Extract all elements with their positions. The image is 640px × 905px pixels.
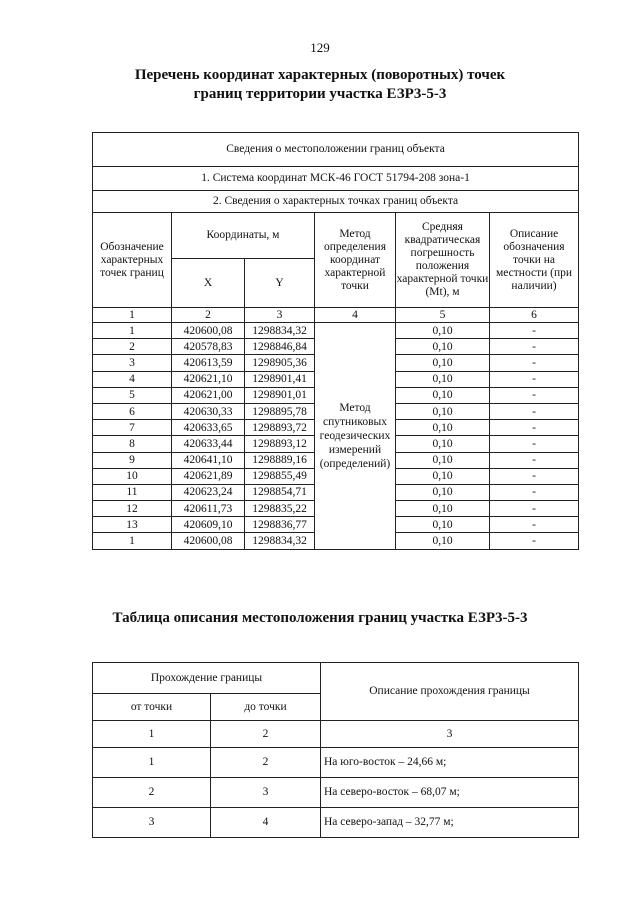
cell-description: - xyxy=(490,436,579,452)
cell-point: 8 xyxy=(93,436,172,452)
cell-error: 0,10 xyxy=(396,484,490,500)
cell-y: 1298836,77 xyxy=(245,517,315,533)
cell-error: 0,10 xyxy=(396,533,490,549)
col-header-passage-description: Описание прохождения границы xyxy=(321,663,579,721)
cell-y: 1298846,84 xyxy=(245,339,315,355)
cell-y: 1298893,72 xyxy=(245,420,315,436)
cell-description: - xyxy=(490,323,579,339)
cell-x: 420633,44 xyxy=(172,436,245,452)
cell-description: - xyxy=(490,533,579,549)
table-row xyxy=(93,748,579,778)
col-header-to: до точки xyxy=(211,694,321,721)
cell-to: 2 xyxy=(211,748,321,778)
cell-description: - xyxy=(490,420,579,436)
cell-x: 420578,83 xyxy=(172,339,245,355)
cell-description: - xyxy=(490,468,579,484)
col-header-description: Описание обозначения точки на местности (при наличии) xyxy=(490,213,579,308)
coordinate-system: 1. Система координат МСК-46 ГОСТ 51794-208 зона-1 xyxy=(93,167,579,191)
boundary-passage-table xyxy=(92,662,579,838)
cell-error: 0,10 xyxy=(396,355,490,371)
col-number: 4 xyxy=(315,308,396,323)
cell-point: 6 xyxy=(93,403,172,419)
cell-x: 420621,10 xyxy=(172,371,245,387)
cell-x: 420621,00 xyxy=(172,387,245,403)
col-header-from: от точки xyxy=(93,694,211,721)
cell-from: 3 xyxy=(93,808,211,838)
cell-passage-description: На северо-запад – 32,77 м; xyxy=(321,808,579,838)
cell-point: 10 xyxy=(93,468,172,484)
cell-error: 0,10 xyxy=(396,452,490,468)
cell-error: 0,10 xyxy=(396,517,490,533)
table-row xyxy=(93,778,579,808)
cell-point: 4 xyxy=(93,371,172,387)
col-number: 2 xyxy=(211,721,321,748)
col-number: 3 xyxy=(321,721,579,748)
cell-description: - xyxy=(490,355,579,371)
col-number: 5 xyxy=(396,308,490,323)
cell-error: 0,10 xyxy=(396,501,490,517)
cell-x: 420609,10 xyxy=(172,517,245,533)
title-line-1: Перечень координат характерных (поворотных) точек xyxy=(134,67,506,83)
cell-x: 420641,10 xyxy=(172,452,245,468)
cell-error: 0,10 xyxy=(396,420,490,436)
cell-point: 9 xyxy=(93,452,172,468)
coordinates-table xyxy=(92,132,579,550)
cell-to: 3 xyxy=(211,778,321,808)
cell-x: 420623,24 xyxy=(172,484,245,500)
table-row xyxy=(93,808,579,838)
col-header-coordinates: Координаты, м xyxy=(172,213,315,259)
cell-description: - xyxy=(490,452,579,468)
cell-point: 12 xyxy=(93,501,172,517)
cell-y: 1298834,32 xyxy=(245,323,315,339)
cell-method: Метод спутниковых геодезических измерений (определений) xyxy=(315,323,396,550)
cell-y: 1298901,41 xyxy=(245,371,315,387)
table-row xyxy=(93,323,579,339)
cell-x: 420600,08 xyxy=(172,533,245,549)
cell-description: - xyxy=(490,339,579,355)
cell-x: 420621,89 xyxy=(172,468,245,484)
cell-from: 1 xyxy=(93,748,211,778)
cell-error: 0,10 xyxy=(396,339,490,355)
cell-y: 1298855,49 xyxy=(245,468,315,484)
cell-y: 1298905,36 xyxy=(245,355,315,371)
cell-y: 1298901,01 xyxy=(245,387,315,403)
col-number: 3 xyxy=(245,308,315,323)
cell-error: 0,10 xyxy=(396,403,490,419)
cell-point: 1 xyxy=(93,323,172,339)
cell-x: 420613,59 xyxy=(172,355,245,371)
cell-x: 420633,65 xyxy=(172,420,245,436)
cell-y: 1298834,32 xyxy=(245,533,315,549)
title-line-2: границ территории участка ЕЗР3-5-3 xyxy=(193,86,447,102)
cell-point: 3 xyxy=(93,355,172,371)
cell-to: 4 xyxy=(211,808,321,838)
cell-error: 0,10 xyxy=(396,468,490,484)
cell-point: 2 xyxy=(93,339,172,355)
cell-y: 1298889,16 xyxy=(245,452,315,468)
cell-x: 420600,08 xyxy=(172,323,245,339)
cell-y: 1298835,22 xyxy=(245,501,315,517)
col-number: 2 xyxy=(172,308,245,323)
cell-from: 2 xyxy=(93,778,211,808)
cell-x: 420630,33 xyxy=(172,403,245,419)
table-header-main: Сведения о местоположении границ объекта xyxy=(93,133,579,167)
cell-description: - xyxy=(490,501,579,517)
col-header-y: Y xyxy=(245,259,315,308)
cell-point: 7 xyxy=(93,420,172,436)
col-number: 1 xyxy=(93,721,211,748)
cell-error: 0,10 xyxy=(396,371,490,387)
cell-y: 1298854,71 xyxy=(245,484,315,500)
col-number: 1 xyxy=(93,308,172,323)
col-header-error: Средняя квадратическая погрешность положения характерной точки (Mt), м xyxy=(396,213,490,308)
col-header-method: Метод определения координат характерной точки xyxy=(315,213,396,308)
points-info: 2. Сведения о характерных точках границ объекта xyxy=(93,191,579,213)
cell-point: 13 xyxy=(93,517,172,533)
cell-x: 420611,73 xyxy=(172,501,245,517)
cell-point: 11 xyxy=(93,484,172,500)
col-header-passage: Прохождение границы xyxy=(93,663,321,694)
cell-description: - xyxy=(490,484,579,500)
cell-description: - xyxy=(490,403,579,419)
cell-description: - xyxy=(490,387,579,403)
document-title xyxy=(0,66,640,104)
cell-passage-description: На юго-восток – 24,66 м; xyxy=(321,748,579,778)
cell-description: - xyxy=(490,517,579,533)
cell-error: 0,10 xyxy=(396,436,490,452)
cell-passage-description: На северо-восток – 68,07 м; xyxy=(321,778,579,808)
cell-error: 0,10 xyxy=(396,323,490,339)
col-header-designation: Обозначение характерных точек границ xyxy=(93,213,172,308)
col-header-x: X xyxy=(172,259,245,308)
cell-point: 5 xyxy=(93,387,172,403)
page-number: 129 xyxy=(310,40,330,55)
cell-description: - xyxy=(490,371,579,387)
col-number: 6 xyxy=(490,308,579,323)
cell-y: 1298893,12 xyxy=(245,436,315,452)
cell-error: 0,10 xyxy=(396,387,490,403)
cell-point: 1 xyxy=(93,533,172,549)
cell-y: 1298895,78 xyxy=(245,403,315,419)
section-title: Таблица описания местоположения границ участка ЕЗР3-5-3 xyxy=(112,610,528,626)
